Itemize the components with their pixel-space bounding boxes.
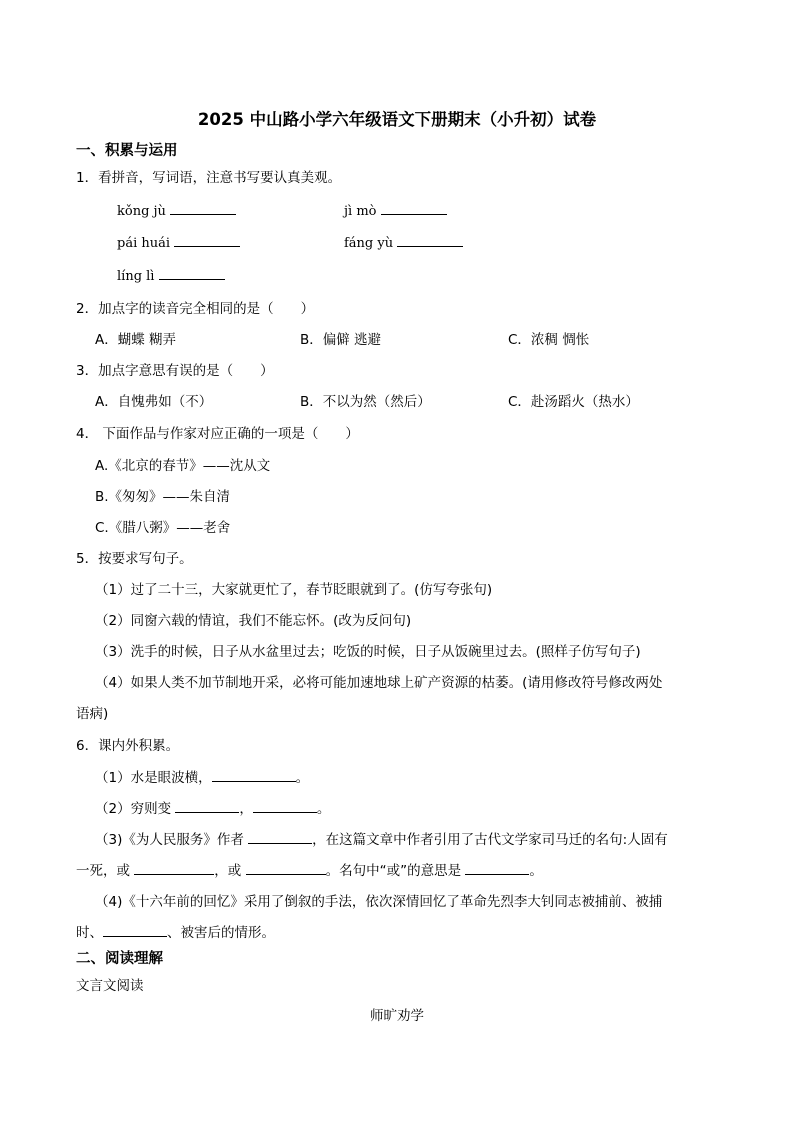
q4-option-c[interactable]: C.《腊八粥》——老舍 [95, 520, 231, 536]
q1-pinyin-1 [117, 200, 236, 219]
q6-item-3-text-a: 一死，或 [76, 863, 135, 879]
q5-item-2: （2）同窗六载的情谊，我们不能忘怀。(改为反问句) [95, 613, 412, 629]
q3-option-a[interactable]: A．自愧弗如（不） [95, 394, 213, 410]
q6-item-4-line-2 [76, 921, 275, 941]
q6-item-3-text: ，在这篇文章中作者引用了古代文学家司马迁的名句:人固有 [312, 832, 668, 848]
q6-item-2-suffix: 。 [316, 801, 331, 817]
q4-option-a[interactable]: A.《北京的春节》——沈从文 [95, 458, 271, 474]
answer-blank[interactable] [212, 767, 296, 782]
answer-blank[interactable] [134, 860, 214, 875]
q4-option-b[interactable]: B.《匆匆》——朱自清 [95, 489, 231, 505]
pinyin-text: fáng yù [344, 236, 394, 251]
q5-item-1: （1）过了二十三，大家就更忙了，春节眨眼就到了。(仿写夸张句) [95, 582, 493, 598]
q6-item-2-prefix: （2）穷则变 [95, 801, 176, 817]
q5-item-3: （3）洗手的时候，日子从水盆里过去；吃饭的时候，日子从饭碗里过去。(照样子仿写句子) [95, 644, 641, 660]
answer-blank[interactable] [248, 829, 312, 844]
q6-item-3-prefix: （3)《为人民服务》作者 [95, 832, 249, 848]
q6-item-4-suffix: 、被害后的情形。 [167, 925, 275, 941]
q2-option-c[interactable]: C．浓稠 惆怅 [508, 332, 590, 348]
q1-stem: 1．看拼音，写词语，注意书写要认真美观。 [76, 170, 342, 186]
q5-stem: 5．按要求写句子。 [76, 551, 193, 567]
q6-item-2 [95, 797, 330, 817]
q6-item-3-line-2 [76, 859, 543, 879]
q6-item-1-prefix: （1）水是眼波横， [95, 770, 212, 786]
q6-item-3-text-d: 。 [529, 863, 543, 879]
answer-blank[interactable] [253, 798, 317, 813]
passage-title: 师旷劝学 [370, 1008, 424, 1024]
q6-item-1 [95, 766, 309, 786]
q4-stem: 4． 下面作品与作家对应正确的一项是（ ） [76, 426, 359, 442]
pinyin-text: pái huái [117, 236, 171, 251]
q1-pinyin-5 [117, 265, 225, 284]
q3-stem: 3．加点字意思有误的是（ ） [76, 363, 274, 379]
q6-stem: 6．课内外积累。 [76, 738, 180, 754]
answer-blank[interactable] [103, 922, 167, 937]
section-2-heading: 二、阅读理解 [76, 951, 163, 967]
q1-pinyin-3 [117, 232, 240, 251]
answer-blank[interactable] [175, 798, 239, 813]
q6-item-4-prefix: 时、 [76, 925, 103, 941]
q2-option-b[interactable]: B．偏僻 逃避 [300, 332, 382, 348]
pinyin-text: kǒng jù [117, 204, 166, 219]
q6-item-1-suffix: 。 [295, 770, 310, 786]
q2-option-a[interactable]: A．蝴蝶 糊弄 [95, 332, 177, 348]
q6-item-3-line-1 [95, 828, 668, 848]
q5-item-4: （4）如果人类不加节制地开采，必将可能加速地球上矿产资源的枯萎。(请用修改符号修改两处 [95, 675, 663, 691]
section-1-heading: 一、积累与运用 [76, 143, 178, 159]
answer-blank[interactable] [246, 860, 326, 875]
q1-pinyin-4 [344, 232, 463, 251]
answer-blank[interactable] [170, 200, 236, 215]
q3-option-c[interactable]: C．赴汤蹈火（热水） [508, 394, 639, 410]
q6-item-4-line-1: （4)《十六年前的回忆》采用了倒叙的手法，依次深情回忆了革命先烈李大钊同志被捕前、被捕 [95, 894, 663, 910]
q6-item-2-mid: ， [239, 801, 253, 817]
q6-item-3-text-c: 。名句中“或”的意思是 [325, 863, 466, 879]
q3-option-b[interactable]: B．不以为然（然后） [300, 394, 431, 410]
answer-blank[interactable] [381, 200, 447, 215]
pinyin-text: jì mò [344, 204, 377, 219]
q6-item-3-text-b: ，或 [214, 863, 246, 879]
q5-item-4-cont: 语病) [76, 706, 109, 722]
answer-blank[interactable] [159, 265, 225, 280]
answer-blank[interactable] [174, 232, 240, 247]
page-title: 2025 中山路小学六年级语文下册期末（小升初）试卷 [197, 110, 597, 129]
answer-blank[interactable] [465, 860, 529, 875]
pinyin-text: líng lì [117, 269, 155, 284]
q2-stem: 2．加点字的读音完全相同的是（ ） [76, 301, 315, 317]
q1-pinyin-2 [344, 200, 447, 219]
answer-blank[interactable] [397, 232, 463, 247]
section-2-subheading: 文言文阅读 [76, 978, 144, 994]
